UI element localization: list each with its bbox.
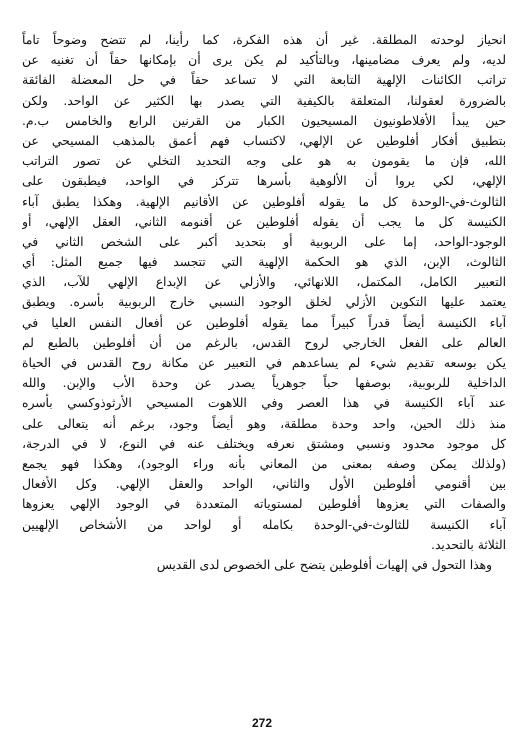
text-line: الكنيسة كل ما يجب أن يقوله أفلوطين عن أقنومه الثاني، العقل الإلهي، أو — [22, 214, 506, 229]
text-line: كل موجود محدود ونسبي ومشتق نعرفه ويختلف عنه في النوع، لا في الدرجة، — [22, 436, 506, 451]
text-line: الوجود-الواحد، إما على الربوبية أو بتحديد أكبر على الشخص الثاني في — [22, 234, 506, 249]
text-line: وهذا التحول في إلهيات أفلوطين يتضح على الخصوص لدى القديس — [156, 557, 492, 572]
text-line: الإلهي، لكي يروا أن الألوهية بأسرها تتركز في الواحد، فيطبقون على — [22, 174, 506, 189]
text-line: يكن بوسعه تقديم شيء لم يساعدهم في التعبير عن مكانة روح القدس في الحياة — [22, 356, 506, 370]
text-line: الثالوث-في-الوحدة كل ما يقوله أفلوطين عن الأقانيم الإلهية. وهكذا يطبق آباء — [22, 194, 506, 209]
text-line: الله، فإن ما يقومون به هو على وجه التحديد التخلي عن تصور التراتب — [22, 154, 506, 169]
text-line: بالضرورة لعقولنا، المتعلقة بالكيفية التي يصدر بها الكثير عن الواحد. ولكن — [22, 93, 506, 108]
text-line: تراتب الكائنات الإلهية التابعة التي لا تساعد حقاً في حل المعضلة الفائقة — [22, 73, 506, 88]
text-line: بتطبيق أفكار أفلوطين عن الإلهي، لاكتساب فهم أعمق بالمذهب المسيحي عن — [22, 133, 506, 148]
text-line: حين يبدأ الأفلاطونيون المسيحيون الكبار من القرنين الرابع والخامس ب.م. — [22, 113, 506, 128]
text-line: (ولذلك يمكن وصفه بمعنى من المعاني بأنه وراء الوجود)، وهكذا فهو يجمع — [22, 456, 506, 471]
text-line: والصفات التي يعزوها أفلوطين لمستوياته المتعددة في الوجود الإلهي يعزوها — [22, 497, 506, 512]
text-line: يعتمد عليها التكوين الأزلي لخلق الوجود النسبي خارج الربوبية بأسره. ويطبق — [22, 295, 506, 310]
page-number: 272 — [251, 716, 273, 730]
body-text — [22, 30, 506, 575]
text-line: الداخلية للربوبية، بوصفها حباً جوهرياً يصدر عن وحدة الأب والإبن. والله — [22, 376, 506, 391]
text-line: آباء الكنيسة أيضاً قدراً كبيراً مما يقوله أفلوطين عن أفعال النفس العليا في — [22, 315, 506, 330]
text-line: بين أقنومي أفلوطين الأول والثاني، الواحد والعقل الإلهي. وكل الأفعال — [22, 477, 506, 492]
text-line: التعبير الكامل، المكتمل، اللانهائي، والأزلي عن الإبداع الإلهي للآب، الذي — [22, 275, 506, 290]
text-line: آباء الكنيسة للثالوث-في-الوحدة بكامله أو لواحد من الأشخاص الإلهيين — [22, 517, 506, 532]
text-line: الثلاثة بالتحديد. — [431, 537, 506, 552]
text-line: الثالوث، الإبن، الذي هو الحكمة الإلهية التي تتجسد فيها جميع المثل: أي — [22, 255, 506, 270]
text-line: لديه، ولم يعرف مضامينها، وبالتأكيد لم يكن يرى أن بإمكانها حقاً أن تغنيه عن — [22, 53, 506, 68]
text-line: العالم على الفعل الخارجي لروح القدس، بالرغم من أن أفلوطين بالطبع لم — [22, 335, 506, 350]
text-line: انحياز لوحدته المطلقة. غير أن هذه الفكرة، كما رأينا، لم تتضح وضوحاً تاماً — [22, 33, 506, 47]
document-page — [22, 30, 506, 710]
text-line: منذ ذلك الحين، واحد وحدة مطلقة، وهو أيضاً وجود، برغم أنه يتعالى على — [22, 416, 506, 431]
text-line: عند آباء الكنيسة في هذا العصر وفي اللاهوت المسيحي الأرثوذوكسي بأسره — [22, 396, 506, 411]
